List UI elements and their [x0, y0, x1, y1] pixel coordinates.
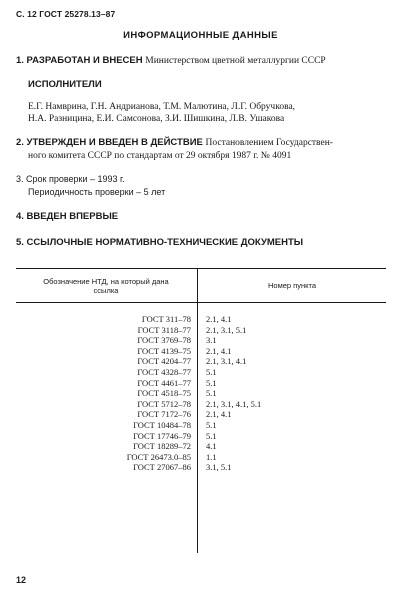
executors-line-1: Е.Г. Намврина, Г.Н. Андрианова, Т.М. Малютина, Л.Г. Обручкова, [28, 102, 296, 112]
table-cell-items: 5.1 [206, 430, 217, 441]
section-1-heading: 1. РАЗРАБОТАН И ВНЕСЕН [16, 55, 143, 66]
table-cell-doc: ГОСТ 311–78 [141, 314, 191, 324]
table-col1-header-line-1: Обозначение НТД, на который дана [43, 277, 169, 286]
table-cell-items: 5.1 [206, 419, 217, 430]
section-2-text: Постановлением Государствен- [205, 138, 333, 148]
section-4-heading: 4. ВВЕДЕН ВПЕРВЫЕ [16, 211, 119, 222]
table-cell-doc: ГОСТ 26473.0–85 [126, 451, 191, 462]
table-cell-items: 5.1 [206, 388, 217, 399]
table-column-divider [197, 268, 198, 553]
table-cell-items: 2.1, 3.1, 4.1, 5.1 [206, 398, 262, 409]
table-cell-doc: ГОСТ 17746–79 [133, 430, 191, 441]
table-cell-doc: ГОСТ 4518–75 [137, 388, 191, 399]
table-cell-items: 1.1 [206, 451, 217, 462]
page-number: 12 [16, 575, 27, 585]
section-3-line-1: 3. Срок проверки – 1993 г. [16, 174, 125, 184]
table-header-rule [16, 302, 386, 303]
table-top-rule [16, 268, 386, 269]
executors-heading: ИСПОЛНИТЕЛИ [28, 79, 102, 90]
table-cell-doc: ГОСТ 3118–77 [137, 324, 191, 335]
table-cell-items: 3.1, 5.1 [206, 462, 232, 473]
section-2-heading: 2. УТВЕРЖДЕН И ВВЕДЕН В ДЕЙСТВИЕ [16, 137, 203, 148]
section-1 [16, 55, 326, 66]
table-cell-items: 2.1, 4.1 [206, 345, 232, 356]
table-cell-items: 3.1 [206, 335, 217, 346]
table-cell-items: 5.1 [206, 366, 217, 377]
table-col2-header: Номер пункта [267, 281, 316, 290]
table-cell-items: 5.1 [206, 377, 217, 388]
table-cell-doc: ГОСТ 27067–86 [133, 462, 191, 473]
table-cell-items: 4.1 [206, 441, 217, 452]
page-header: С. 12 ГОСТ 25278.13–87 [16, 9, 116, 19]
table-cell-doc: ГОСТ 5712–78 [137, 398, 191, 409]
table-cell-doc: ГОСТ 10484–78 [133, 419, 191, 430]
section-2 [16, 137, 333, 148]
table-cell-items: 2.1, 3.1, 5.1 [206, 324, 247, 335]
table-col1-header-line-2: ссылка [93, 286, 119, 295]
table-doc-column [16, 314, 191, 473]
table-cell-doc: ГОСТ 4328–77 [137, 366, 191, 377]
table-cell-doc: ГОСТ 7172–76 [137, 409, 191, 420]
table-cell-doc: ГОСТ 3769–78 [137, 335, 191, 346]
table-cell-doc: ГОСТ 4461–77 [137, 377, 191, 388]
table-cell-doc: ГОСТ 18289–72 [133, 441, 191, 452]
table-cell-items: 2.1, 3.1, 4.1 [206, 356, 247, 367]
table-cell-doc: ГОСТ 4139–75 [137, 345, 191, 356]
executors-line-2: Н.А. Разницина, Е.И. Самсонова, З.И. Шишкина, Л.В. Ушакова [28, 114, 285, 124]
table-cell-items: 2.1, 4.1 [206, 314, 232, 324]
table-cell-doc: ГОСТ 4204–77 [137, 356, 191, 367]
table-items-column [206, 314, 376, 473]
section-2-line-2: ного комитета СССР по стандартам от 29 октября 1987 г. № 4091 [28, 151, 292, 161]
section-1-text: Министерством цветной металлургии СССР [145, 56, 326, 66]
info-data-title: ИНФОРМАЦИОННЫЕ ДАННЫЕ [123, 30, 278, 41]
section-3-line-2: Периодичность проверки – 5 лет [28, 187, 166, 197]
table-col1-header [16, 277, 196, 295]
section-5-heading: 5. ССЫЛОЧНЫЕ НОРМАТИВНО-ТЕХНИЧЕСКИЕ ДОКУМЕНТЫ [16, 237, 304, 248]
table-cell-items: 2.1, 4.1 [206, 409, 232, 420]
